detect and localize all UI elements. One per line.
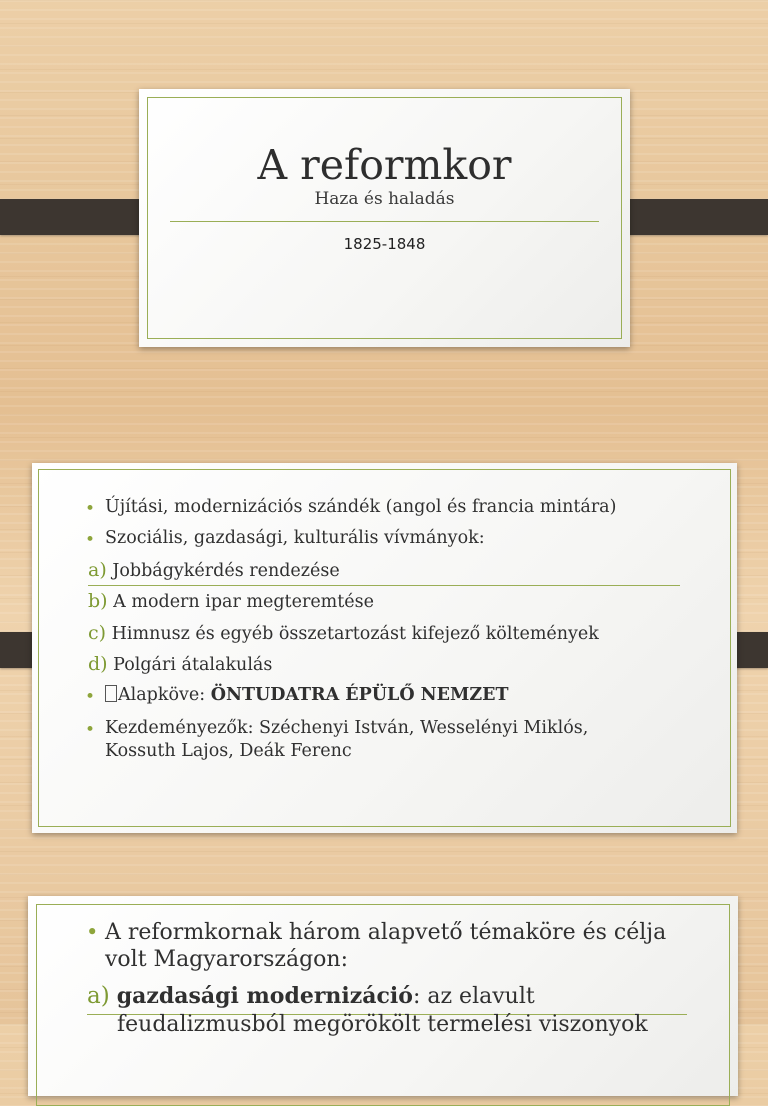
bullet-dot: •	[85, 720, 96, 740]
topic-desc: : az elavult	[412, 984, 535, 1009]
topic-item-line2: feudalizmusból megörökölt termelési viszonyok	[117, 1012, 648, 1037]
slide-title	[0, 0, 768, 432]
title-card	[139, 89, 630, 347]
topic-item	[87, 983, 535, 1009]
list-letter: a)	[87, 983, 110, 1009]
card-border	[38, 469, 731, 827]
bullet-achievements: Szociális, gazdasági, kulturális vívmányok:	[105, 528, 485, 548]
slide-subtitle: Haza és haladás	[314, 189, 455, 209]
bullet-dot: •	[85, 687, 96, 707]
bullet-innovation: Újítási, modernizációs szándék (angol és francia mintára)	[105, 497, 617, 517]
topics-intro-line1: A reformkornak három alapvető témaköre és célja	[105, 920, 667, 945]
list-item	[88, 653, 272, 675]
bullet-initiators-line2: Kossuth Lajos, Deák Ferenc	[105, 741, 352, 761]
decorative-band-right	[613, 199, 768, 235]
list-item-text: A modern ipar megteremtése	[113, 592, 374, 612]
content-card	[32, 463, 737, 833]
list-item	[88, 590, 374, 612]
foundation-value: ÖNTUDATRA ÉPÜLŐ NEMZET	[210, 685, 509, 705]
slide-title-text: A reformkor	[257, 141, 512, 189]
topic-title: gazdasági modernizáció	[116, 983, 413, 1009]
content-card	[28, 896, 738, 1096]
list-item-text: Himnusz és egyéb összetartozást kifejező költemények	[111, 624, 599, 644]
list-letter: d)	[88, 653, 108, 675]
missing-glyph-icon	[105, 685, 117, 702]
item-divider	[88, 585, 680, 586]
list-item-text: Jobbágykérdés rendezése	[112, 561, 340, 581]
card-border	[147, 97, 622, 339]
bullet-initiators-line1: Kezdeményezők: Széchenyi István, Wesselényi Miklós,	[105, 718, 589, 738]
date-range: 1825-1848	[343, 235, 426, 253]
foundation-label: Alapköve:	[118, 685, 211, 705]
list-letter: a)	[88, 559, 107, 581]
slide-topics	[0, 866, 768, 1037]
list-item	[88, 622, 599, 644]
list-letter: c)	[88, 622, 107, 644]
bullet-dot: •	[85, 499, 96, 519]
bullet-dot: •	[85, 530, 96, 550]
list-item-text: Polgári átalakulás	[113, 655, 273, 675]
title-divider	[170, 221, 599, 222]
decorative-band-left	[0, 199, 156, 235]
list-item	[88, 559, 340, 581]
list-letter: b)	[88, 590, 108, 612]
bullet-foundation	[105, 685, 509, 705]
slide-content	[0, 432, 768, 866]
bullet-dot: •	[86, 920, 99, 944]
topics-intro-line2: volt Magyarországon:	[105, 947, 348, 972]
